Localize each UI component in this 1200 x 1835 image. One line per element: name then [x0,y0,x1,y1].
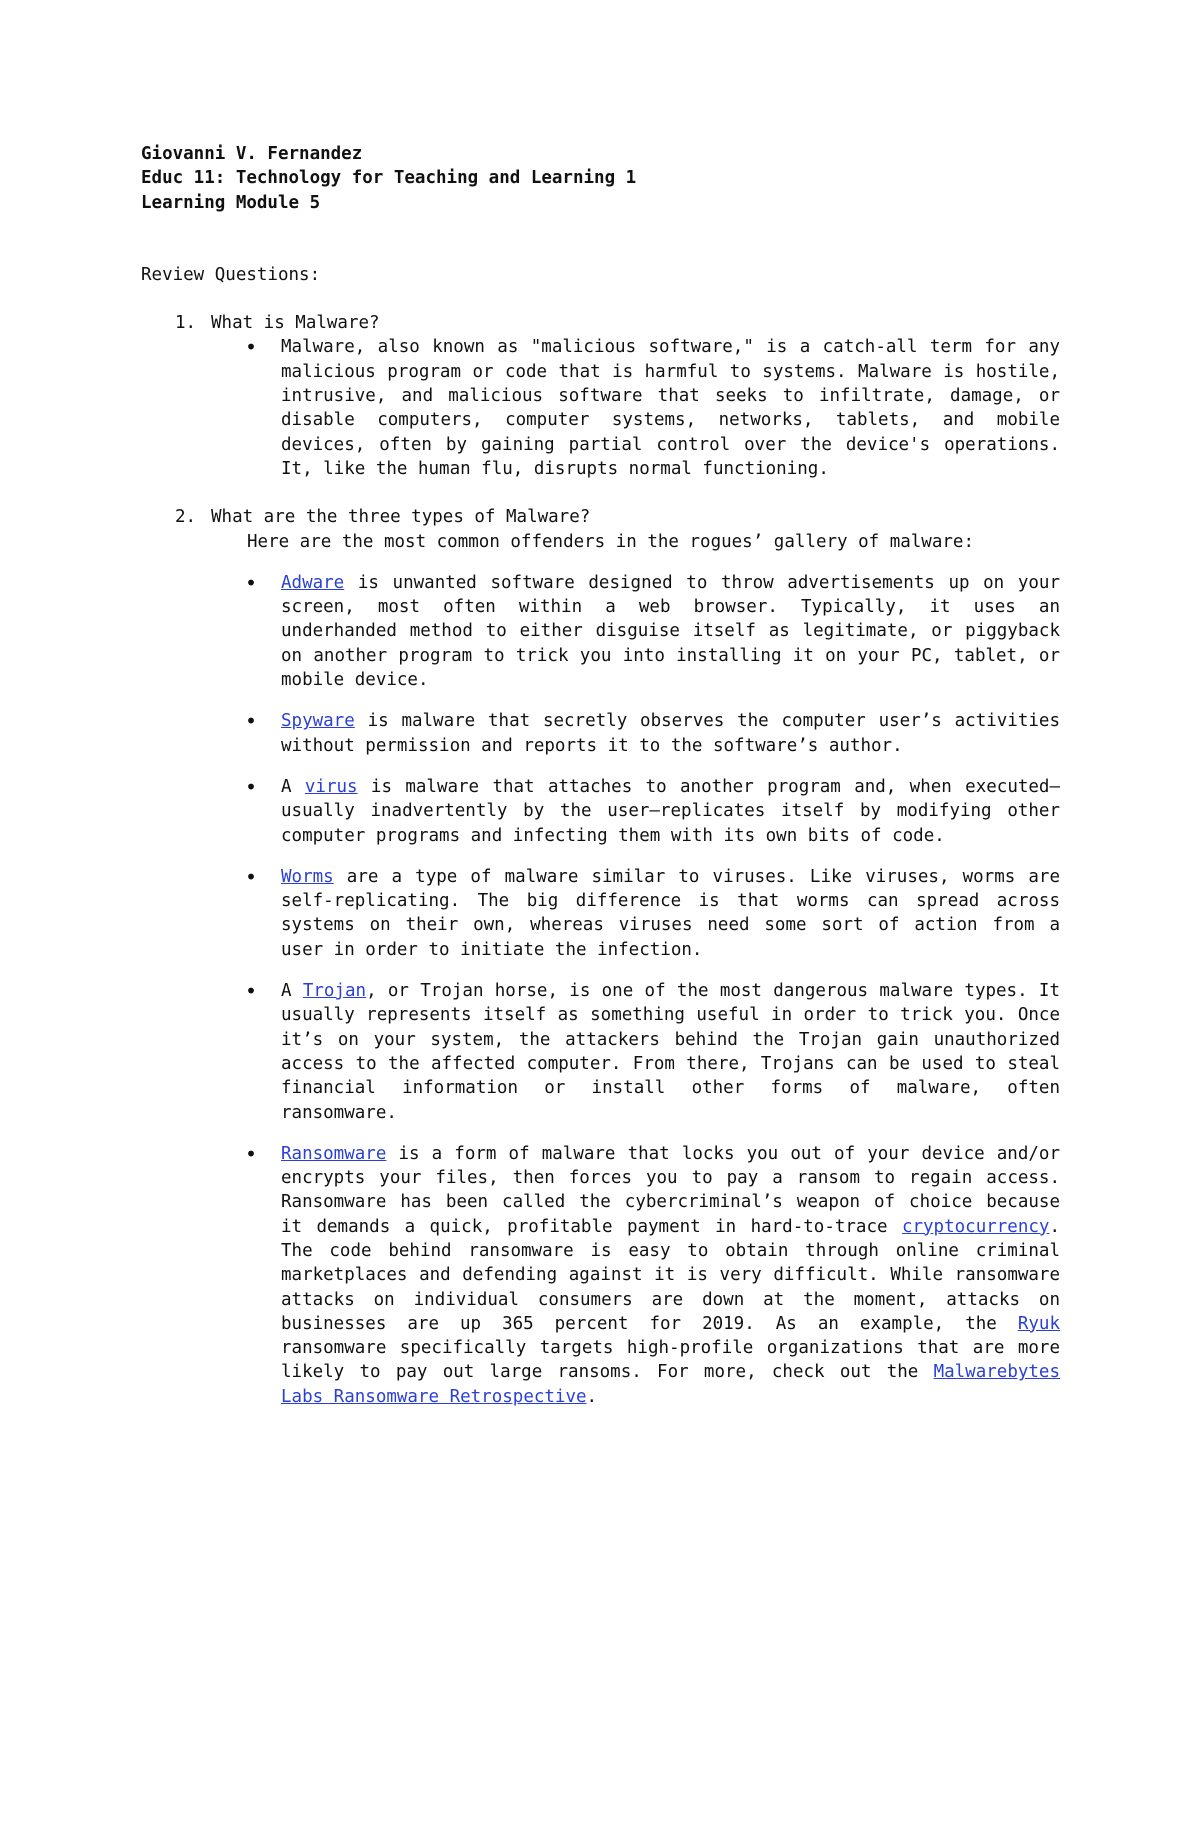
question-1 [141,311,1062,481]
question-text: What is Malware? [211,313,380,334]
ransomware-text-4: . [586,1386,598,1407]
adware-link[interactable]: Adware [281,572,345,593]
ryuk-link[interactable]: Ryuk [1017,1313,1060,1334]
virus-link[interactable]: virus [304,776,358,797]
question-1-heading [175,311,1062,335]
bullet-adware [281,571,1060,692]
malwarebytes-retrospective-link[interactable]: Malwarebytes Labs Ransomware Retrospective [281,1362,1060,1407]
question-number: 1. [175,313,197,334]
ransomware-text-2: . The code behind ransomware is easy to obtain through online criminal marketplaces and defending against it is very difficult. While ransomware attacks on individual consumers are down at the moment, attacks on businesses are up 365 percent for 2019. As an example, the [281,1216,1060,1334]
ransomware-text-3: ransomware specifically targets high-profile organizations that are more likely to pay out large ransoms. For more, check out the [281,1338,1060,1383]
question-2 [141,505,1062,1409]
intro-paragraph: Here are the most common offenders in the rogues’ gallery of malware: [247,531,974,552]
worms-link[interactable]: Worms [281,866,334,887]
virus-text: is malware that attaches to another program and, when executed—usually inadvertently by the user—replicates itself by modifying other computer programs and infecting them with its own bits of code. [281,776,1060,846]
trojan-prefix: A [281,981,303,1002]
spyware-link[interactable]: Spyware [281,711,355,732]
spyware-text: is malware that secretly observes the computer user’s activities without permission and reports it to the software’s author. [281,711,1060,756]
bullet-trojan [281,979,1060,1125]
malware-types-list [141,571,1062,1409]
bullet-spyware [281,709,1060,758]
answer-bullet: • Malware, also known as "malicious software," is a catch-all term for any malicious program or code that is harmful to systems. Malware is hostile, intrusive, and malicious software that seeks to infiltrate, damage, or disable computers, computer systems, networks, tablets, and mobile devices, often by gaining partial control over the device's operations. It, like the human flu, disrupts normal functioning. [281,335,1060,481]
adware-text: is unwanted software designed to throw advertisements up on your screen, most often within a web browser. Typically, it uses an underhanded method to either disguise itself as legitimate, or piggyback on another program to trick you into installing it on your PC, tablet, or mobile device. [281,572,1060,691]
author-name: Giovanni V. Fernandez [141,144,363,164]
bullet-ransomware [281,1142,1060,1409]
question-text: What are the three types of Malware? [211,507,591,528]
answer-list [141,335,1062,481]
bullet-virus [281,775,1060,848]
question-number: 2. [175,507,197,528]
worms-text: are a type of malware similar to viruses. Like viruses, worms are self-replicating. The big difference is that worms can spread across systems on their own, whereas viruses need some sort of action from a user in order to initiate the infection. [281,866,1060,960]
question-list [141,311,1062,1409]
module-title: Learning Module 5 [141,192,321,213]
ransomware-text-1: is a form of malware that locks you out of your device and/or encrypts your files, then forces you to pay a ransom to regain access. Ransomware has been called the cybercriminal’s weapon of choice because it demands a quick, profitable payment in hard-to-trace [281,1143,1060,1237]
question-2-heading [175,505,1062,529]
trojan-text: , or Trojan horse, is one of the most dangerous malware types. It usually represents itself as something useful in order to trick you. Once it’s on your system, the attackers behind the Trojan gain unauthorized access to the affected computer. From there, Trojans can be used to steal financial information or install other forms of malware, often ransomware. [281,981,1060,1123]
bullet-worms [281,865,1060,962]
course-title: Educ 11: Technology for Teaching and Learning 1 [141,168,637,189]
ransomware-link[interactable]: Ransomware [281,1143,387,1164]
virus-prefix: A [281,776,305,797]
trojan-link[interactable]: Trojan [302,981,367,1002]
section-label: Review Questions: [141,264,321,285]
cryptocurrency-link[interactable]: cryptocurrency [901,1216,1050,1237]
